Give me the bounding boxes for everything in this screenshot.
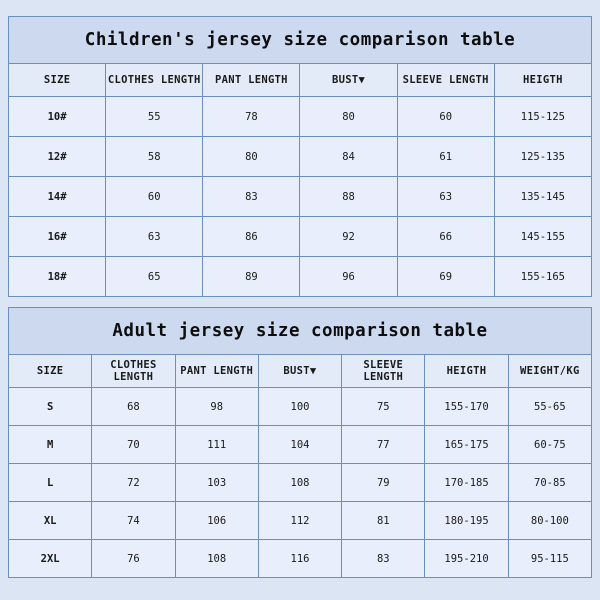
column-header-pant-length: PANT LENGTH [203,64,300,97]
table-row [9,464,592,502]
cell-size: XL [9,502,92,540]
column-header-size: SIZE [9,355,92,388]
cell-sleeve-length: 77 [342,426,425,464]
table-row [9,217,592,257]
cell-bust: 84 [300,137,397,177]
cell-bust: 88 [300,177,397,217]
table-row [9,257,592,297]
cell-size: 12# [9,137,106,177]
cell-clothes-length: 70 [92,426,175,464]
column-header-sleeve-length: SLEEVE LENGTH [397,64,494,97]
table-row [9,137,592,177]
table-row [9,426,592,464]
cell-pant-length: 83 [203,177,300,217]
column-header-bust: BUST▼ [300,64,397,97]
cell-size: 14# [9,177,106,217]
cell-bust: 116 [258,540,341,578]
table-header-row [9,64,592,97]
cell-clothes-length: 74 [92,502,175,540]
column-header-weight: WEIGHT/KG [508,355,591,388]
children-size-table [8,16,592,297]
table-row [9,97,592,137]
cell-clothes-length: 65 [106,257,203,297]
cell-bust: 108 [258,464,341,502]
cell-size: 2XL [9,540,92,578]
cell-height: 155-170 [425,388,508,426]
column-header-size: SIZE [9,64,106,97]
cell-height: 115-125 [494,97,591,137]
cell-sleeve-length: 63 [397,177,494,217]
cell-sleeve-length: 79 [342,464,425,502]
table-row [9,388,592,426]
cell-bust: 100 [258,388,341,426]
cell-pant-length: 108 [175,540,258,578]
children-table-title: Children's jersey size comparison table [9,17,592,64]
cell-weight: 70-85 [508,464,591,502]
adult-size-table [8,307,592,578]
cell-size: L [9,464,92,502]
column-header-bust: BUST▼ [258,355,341,388]
column-header-sleeve-length: SLEEVE LENGTH [342,355,425,388]
cell-height: 195-210 [425,540,508,578]
cell-clothes-length: 68 [92,388,175,426]
cell-pant-length: 98 [175,388,258,426]
cell-bust: 80 [300,97,397,137]
cell-sleeve-length: 81 [342,502,425,540]
cell-height: 135-145 [494,177,591,217]
adult-table-title: Adult jersey size comparison table [9,308,592,355]
cell-sleeve-length: 69 [397,257,494,297]
cell-sleeve-length: 66 [397,217,494,257]
cell-clothes-length: 60 [106,177,203,217]
cell-clothes-length: 63 [106,217,203,257]
cell-pant-length: 103 [175,464,258,502]
cell-bust: 96 [300,257,397,297]
table-header-row [9,355,592,388]
cell-clothes-length: 72 [92,464,175,502]
cell-sleeve-length: 75 [342,388,425,426]
cell-height: 125-135 [494,137,591,177]
cell-size: S [9,388,92,426]
cell-weight: 60-75 [508,426,591,464]
cell-clothes-length: 55 [106,97,203,137]
column-header-height: HEIGTH [494,64,591,97]
column-header-height: HEIGTH [425,355,508,388]
cell-size: 16# [9,217,106,257]
cell-bust: 104 [258,426,341,464]
table-row [9,177,592,217]
cell-sleeve-length: 60 [397,97,494,137]
column-header-clothes-length: CLOTHES LENGTH [106,64,203,97]
cell-height: 155-165 [494,257,591,297]
cell-size: 18# [9,257,106,297]
cell-height: 180-195 [425,502,508,540]
cell-size: 10# [9,97,106,137]
cell-clothes-length: 58 [106,137,203,177]
cell-sleeve-length: 61 [397,137,494,177]
cell-height: 170-185 [425,464,508,502]
column-header-clothes-length: CLOTHES LENGTH [92,355,175,388]
cell-weight: 95-115 [508,540,591,578]
table-row [9,540,592,578]
cell-height: 165-175 [425,426,508,464]
cell-height: 145-155 [494,217,591,257]
cell-bust: 92 [300,217,397,257]
table-title-row [9,17,592,64]
table-row [9,502,592,540]
cell-sleeve-length: 83 [342,540,425,578]
cell-pant-length: 111 [175,426,258,464]
table-title-row [9,308,592,355]
cell-weight: 80-100 [508,502,591,540]
cell-pant-length: 89 [203,257,300,297]
cell-weight: 55-65 [508,388,591,426]
cell-pant-length: 80 [203,137,300,177]
cell-pant-length: 78 [203,97,300,137]
cell-bust: 112 [258,502,341,540]
cell-pant-length: 106 [175,502,258,540]
cell-size: M [9,426,92,464]
column-header-pant-length: PANT LENGTH [175,355,258,388]
cell-pant-length: 86 [203,217,300,257]
cell-clothes-length: 76 [92,540,175,578]
